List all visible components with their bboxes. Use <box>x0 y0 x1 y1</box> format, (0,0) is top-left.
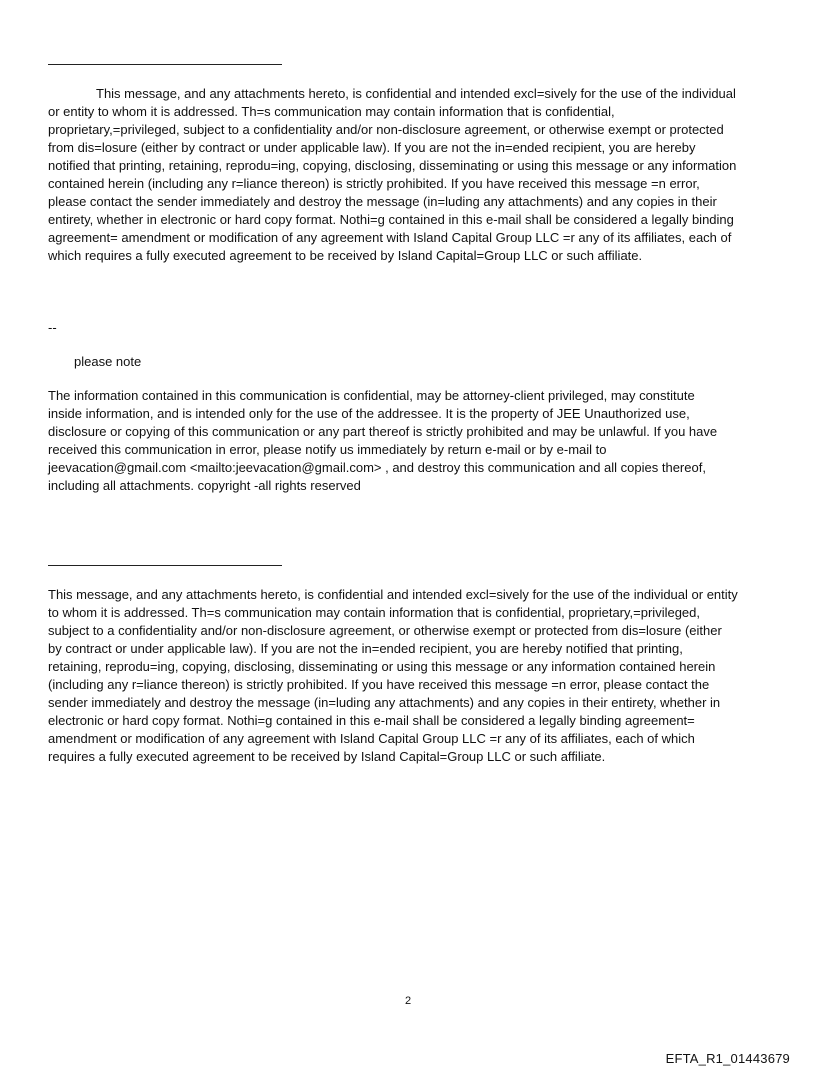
disclaimer-1-line: contained herein (including any r=liance thereon) is strictly prohibited. If you have received this message =n error, <box>48 176 700 191</box>
notice-line: received this communication in error, please notify us immediately by return e-mail or by e-mail to <box>48 442 607 457</box>
disclaimer-2-line: by contract or under applicable law). If you are not the in=ended recipient, you are hereby notified that printing, <box>48 641 683 656</box>
page-number: 2 <box>404 995 412 1007</box>
disclaimer-2-line: This message, and any attachments hereto, is confidential and intended excl=sively for the use of the individual or entity <box>48 587 738 602</box>
disclaimer-1-line: or entity to whom it is addressed. Th=s communication may contain information that is confidential, <box>48 104 615 119</box>
notice-line: jeevacation@gmail.com <mailto:jeevacation@gmail.com> , and destroy this communication and all copies thereof, <box>48 460 706 475</box>
notice-line: inside information, and is intended only for the use of the addressee. It is the property of JEE Unauthorized use, <box>48 406 690 421</box>
disclaimer-2-line: requires a fully executed agreement to be received by Island Capital=Group LLC or such affiliate. <box>48 749 606 764</box>
disclaimer-2-line: subject to a confidentiality and/or non-disclosure agreement, or otherwise exempt or protected from dis=losure (either <box>48 623 722 638</box>
separator-rule-top <box>48 64 282 65</box>
notice-line: The information contained in this communication is confidential, may be attorney-client privileged, may constitute <box>48 388 695 403</box>
disclaimer-2-line: electronic or hard copy format. Nothi=g contained in this e-mail shall be considered a legally binding agreement= <box>48 713 695 728</box>
disclaimer-1-line: notified that printing, retaining, reprodu=ing, copying, disclosing, disseminating or using this message or any information <box>48 158 737 173</box>
disclaimer-1-line: from dis=losure (either by contract or under applicable law). If you are not the in=ended recipient, you are hereby <box>48 140 696 155</box>
signature-separator: -- <box>48 320 57 335</box>
privilege-notice <box>48 387 770 495</box>
disclaimer-1-line: which requires a fully executed agreement to be received by Island Capital=Group LLC or such affiliate. <box>48 248 643 263</box>
note-heading: please note <box>74 354 142 369</box>
separator-rule-bottom <box>48 565 282 566</box>
disclaimer-1-line: please contact the sender immediately and destroy the message (in=luding any attachments) and any copies in their <box>48 194 717 209</box>
disclaimer-2-line: sender immediately and destroy the message (in=luding any attachments) and any copies in their entirety, whether in <box>48 695 721 710</box>
notice-line: disclosure or copying of this communication or any part thereof is strictly prohibited and may be unlawful. If you have <box>48 424 718 439</box>
confidentiality-disclaimer-1 <box>48 85 770 265</box>
disclaimer-1-line: proprietary,=privileged, subject to a confidentiality and/or non-disclosure agreement, or otherwise exempt or protected <box>48 122 724 137</box>
document-id: EFTA_R1_01443679 <box>665 1051 790 1066</box>
notice-line: including all attachments. copyright -all rights reserved <box>48 478 361 493</box>
disclaimer-2-line: (including any r=liance thereon) is strictly prohibited. If you have received this message =n error, please contact the <box>48 677 710 692</box>
disclaimer-2-line: to whom it is addressed. Th=s communication may contain information that is confidential, proprietary,=privileged, <box>48 605 701 620</box>
confidentiality-disclaimer-2 <box>48 586 770 766</box>
disclaimer-1-line: entirety, whether in electronic or hard copy format. Nothi=g contained in this e-mail shall be considered a legally binding <box>48 212 734 227</box>
disclaimer-1-line: agreement= amendment or modification of any agreement with Island Capital Group LLC =r any of its affiliates, each of <box>48 230 732 245</box>
disclaimer-1-line: This message, and any attachments hereto, is confidential and intended excl=sively for the use of the individual <box>96 86 736 101</box>
disclaimer-2-line: retaining, reprodu=ing, copying, disclosing, disseminating or using this message or any information contained herein <box>48 659 716 674</box>
disclaimer-2-line: amendment or modification of any agreement with Island Capital Group LLC =r any of its affiliates, each of which <box>48 731 695 746</box>
